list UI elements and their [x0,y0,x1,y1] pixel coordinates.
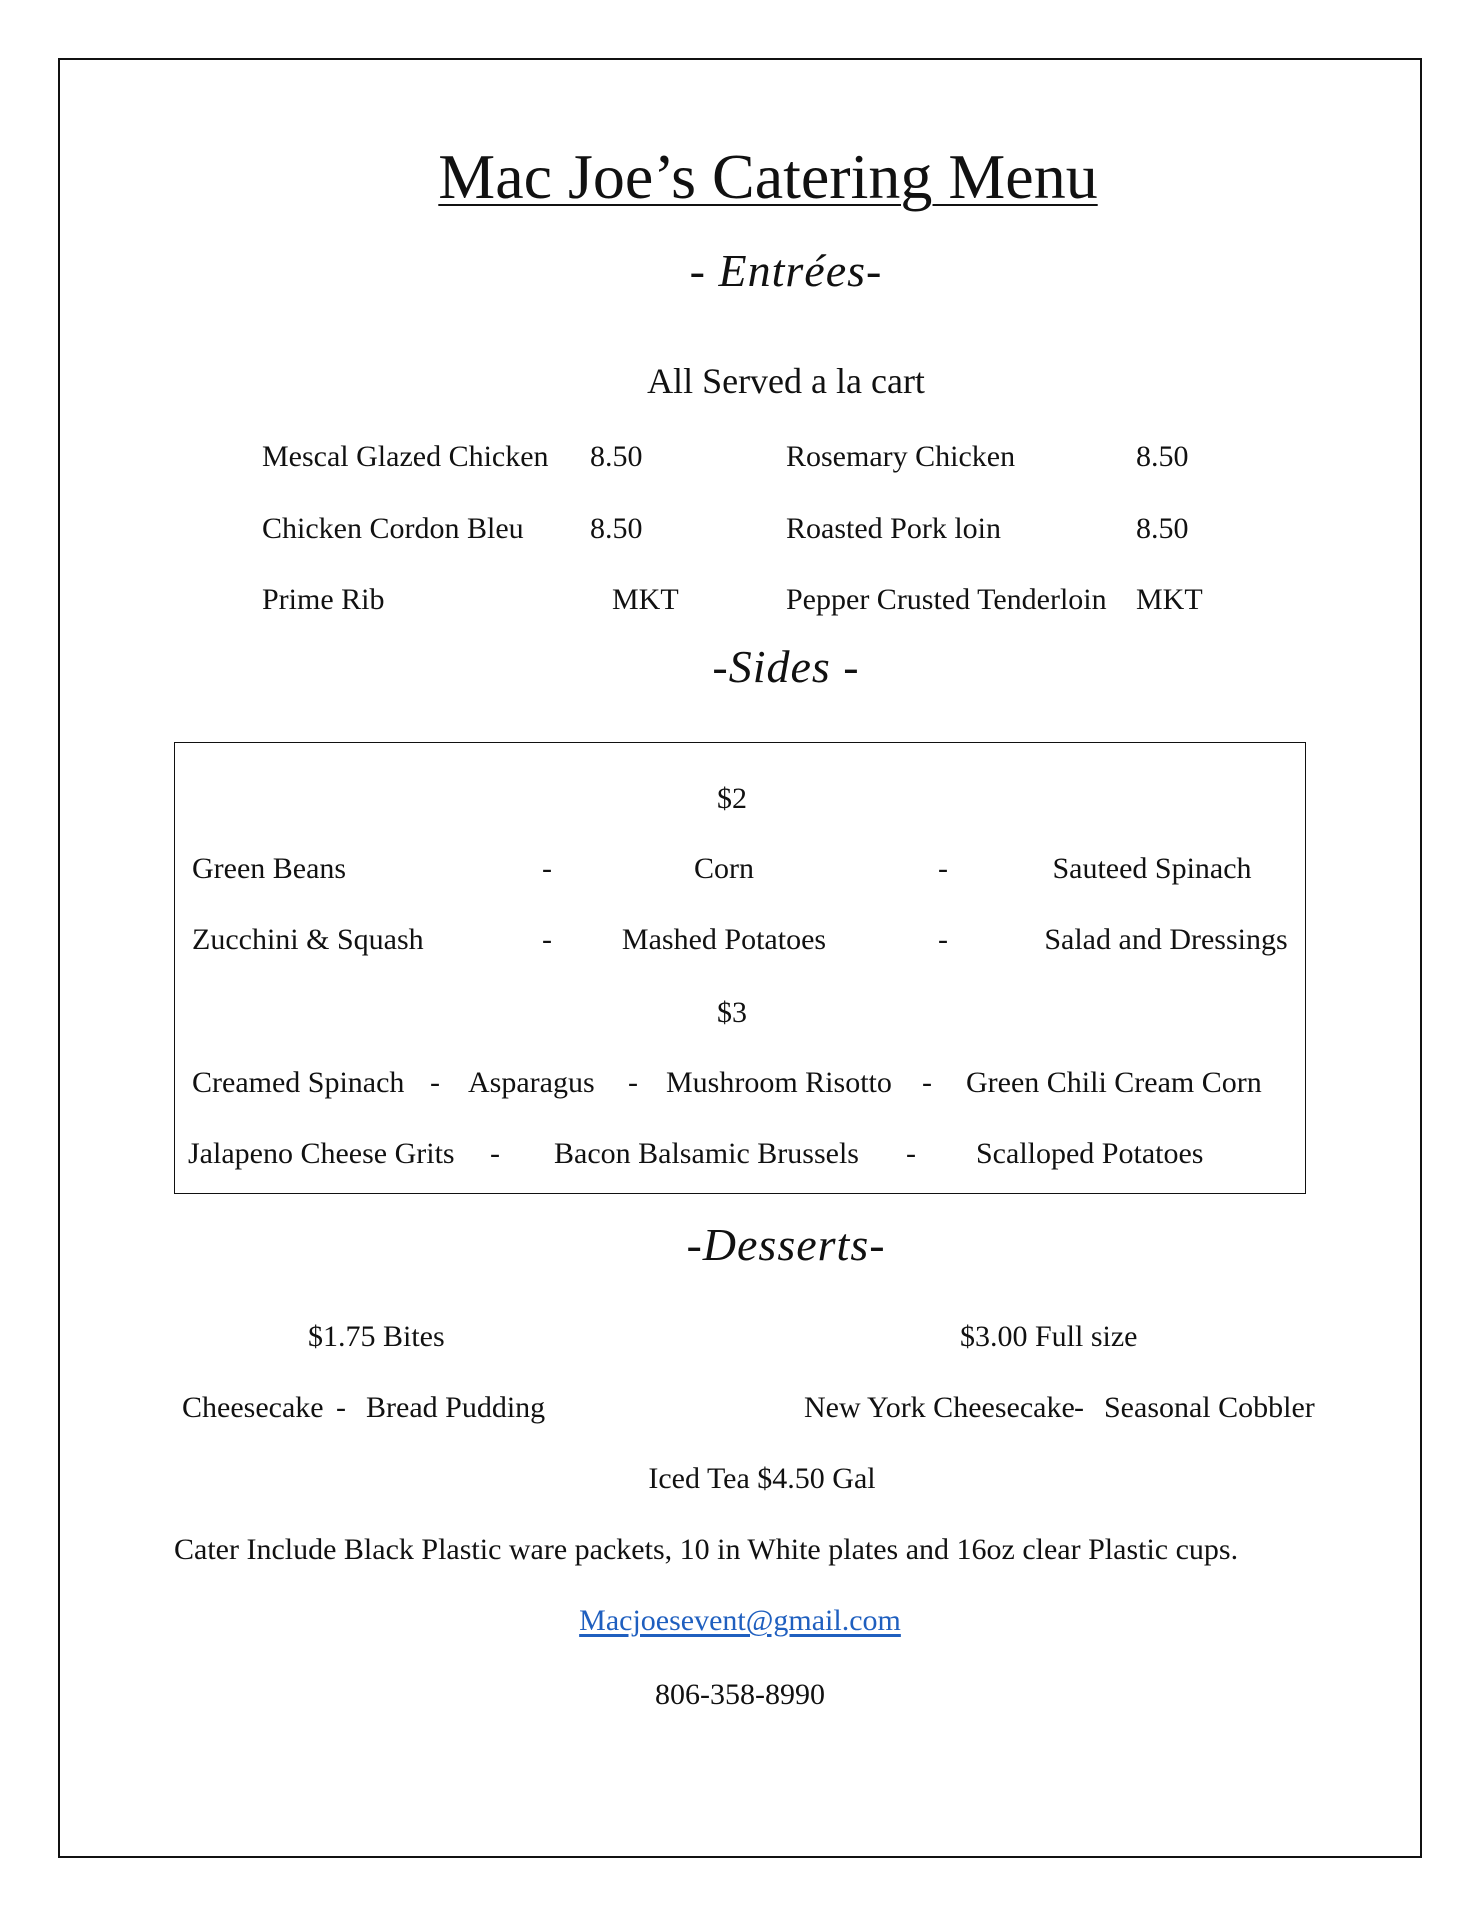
iced-tea-price: Iced Tea $4.50 Gal [648,1462,876,1495]
side-item: Mushroom Risotto [666,1066,892,1099]
dessert-item: Bread Pudding [366,1391,546,1424]
entrees-heading: - Entrées- [689,245,883,296]
separator-dash: - [1074,1391,1084,1424]
side-item: Corn [694,852,754,885]
entree-price: 8.50 [1136,512,1189,545]
sides-tier1-price: $2 [717,782,747,815]
side-item: Green Chili Cream Corn [966,1066,1262,1099]
entree-name: Pepper Crusted Tenderloin [786,583,1107,616]
email-link[interactable]: Macjoesevent@gmail.com [579,1604,901,1637]
side-item: Zucchini & Squash [192,923,424,956]
entree-name: Roasted Pork loin [786,512,1001,545]
separator-dash: - [542,923,552,956]
separator-dash: - [490,1137,500,1170]
side-item: Mashed Potatoes [621,923,827,956]
separator-dash: - [938,852,948,885]
entree-name: Prime Rib [262,583,385,616]
side-item: Salad and Dressings [1044,923,1288,956]
entree-name: Mescal Glazed Chicken [262,440,549,473]
separator-dash: - [906,1137,916,1170]
cater-note: Cater Include Black Plastic ware packets, 10 in White plates and 16oz clear Plastic cups. [174,1533,1239,1566]
separator-dash: - [628,1066,638,1099]
sides-heading: -Sides - [712,641,860,692]
side-item: Scalloped Potatoes [976,1137,1204,1170]
entree-price: MKT [612,583,679,616]
desserts-full-label: $3.00 Full size [960,1320,1138,1353]
phone-number: 806-358-8990 [655,1678,825,1711]
entrees-subheading: All Served a la cart [647,361,925,401]
entree-price: 8.50 [1136,440,1189,473]
dessert-item: Seasonal Cobbler [1104,1391,1315,1424]
entree-price: 8.50 [590,512,643,545]
side-item: Creamed Spinach [192,1066,405,1099]
entree-price: 8.50 [590,440,643,473]
dessert-item: Cheesecake [182,1391,324,1424]
entree-name: Rosemary Chicken [786,440,1016,473]
entree-price: MKT [1136,583,1203,616]
separator-dash: - [542,852,552,885]
side-item: Jalapeno Cheese Grits [188,1137,455,1170]
side-item: Green Beans [192,852,347,885]
side-item: Sauteed Spinach [1052,852,1252,885]
desserts-heading: -Desserts- [686,1219,886,1270]
dessert-item: New York Cheesecake [804,1391,1075,1424]
side-item: Asparagus [468,1066,595,1099]
entree-name: Chicken Cordon Bleu [262,512,524,545]
separator-dash: - [938,923,948,956]
sides-tier2-price: $3 [717,996,747,1029]
side-item: Bacon Balsamic Brussels [554,1137,859,1170]
desserts-bites-label: $1.75 Bites [308,1320,445,1353]
separator-dash: - [922,1066,932,1099]
separator-dash: - [336,1391,346,1424]
separator-dash: - [430,1066,440,1099]
menu-title: Mac Joe’s Catering Menu [438,141,1098,212]
